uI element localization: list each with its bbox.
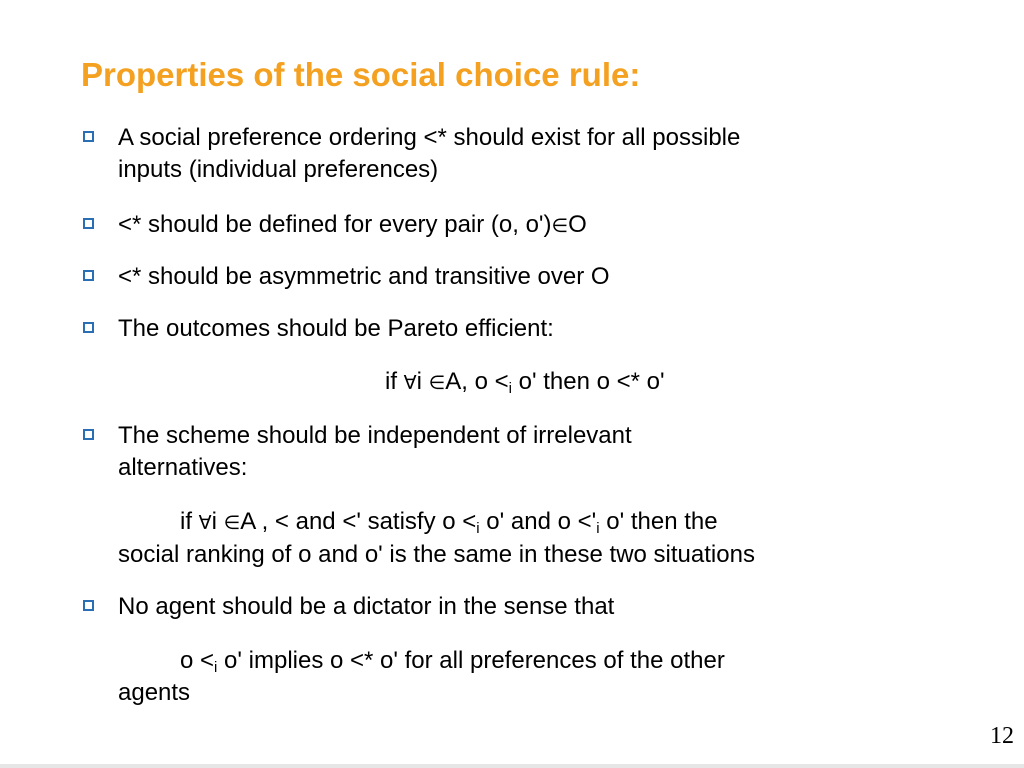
square-bullet-icon [83,218,94,229]
bullet-1-line-1: A social preference ordering <* should exist for all possible [118,124,741,151]
element-of-symbol: ∈ [428,372,446,394]
square-bullet-icon [83,322,94,333]
bullet-4-text: The outcomes should be Pareto efficient: [118,315,554,342]
slide-title: Properties of the social choice rule: [81,56,641,93]
formula-rest: o' then the [599,508,718,535]
bullet-2-text-b: O [568,211,587,238]
square-bullet-icon [83,270,94,281]
bullet-5-line-2: alternatives: [118,454,248,481]
formula-a: A, o < [445,368,509,395]
formula-a: o < [180,647,215,674]
bullet-2-text [118,210,587,241]
forall-symbol: ∀ [403,372,417,394]
bullet-5-line-4: social ranking of o and o' is the same in these two situations [118,541,755,568]
iia-formula [180,507,718,544]
element-of-symbol: ∈ [551,215,569,237]
formula-subscript: i [596,520,600,537]
square-bullet-icon [83,600,94,611]
bullet-2-text-a: <* should be defined for every pair (o, o') [118,211,552,238]
bullet-6-line-3: agents [118,679,191,706]
element-of-symbol: ∈ [223,512,241,534]
square-bullet-icon [83,131,94,142]
formula-i: i [211,508,224,535]
pareto-formula [385,367,665,404]
square-bullet-icon [83,429,94,440]
formula-i: i [416,368,429,395]
formula-subscript: i [214,659,218,676]
dictator-formula [180,646,725,683]
bullet-6-text: No agent should be a dictator in the sense that [118,593,615,620]
formula-if: if [180,508,199,535]
bullet-5-line-1: The scheme should be independent of irrelevant [118,422,632,449]
formula-subscript: i [508,380,512,397]
formula-subscript: i [476,520,480,537]
formula-rest: o' then o <* o' [511,368,665,395]
formula-rest: o' implies o <* o' for all preferences of the other [217,647,725,674]
page-number: 12 [990,723,1014,749]
formula-a: A , < and <' satisfy o < [240,508,477,535]
bullet-1-line-2: inputs (individual preferences) [118,156,439,183]
forall-symbol: ∀ [198,512,212,534]
bottom-divider [0,764,1024,768]
bullet-3-text: <* should be asymmetric and transitive over O [118,263,610,290]
formula-mid: o' and o <' [479,508,597,535]
formula-if: if [385,368,404,395]
